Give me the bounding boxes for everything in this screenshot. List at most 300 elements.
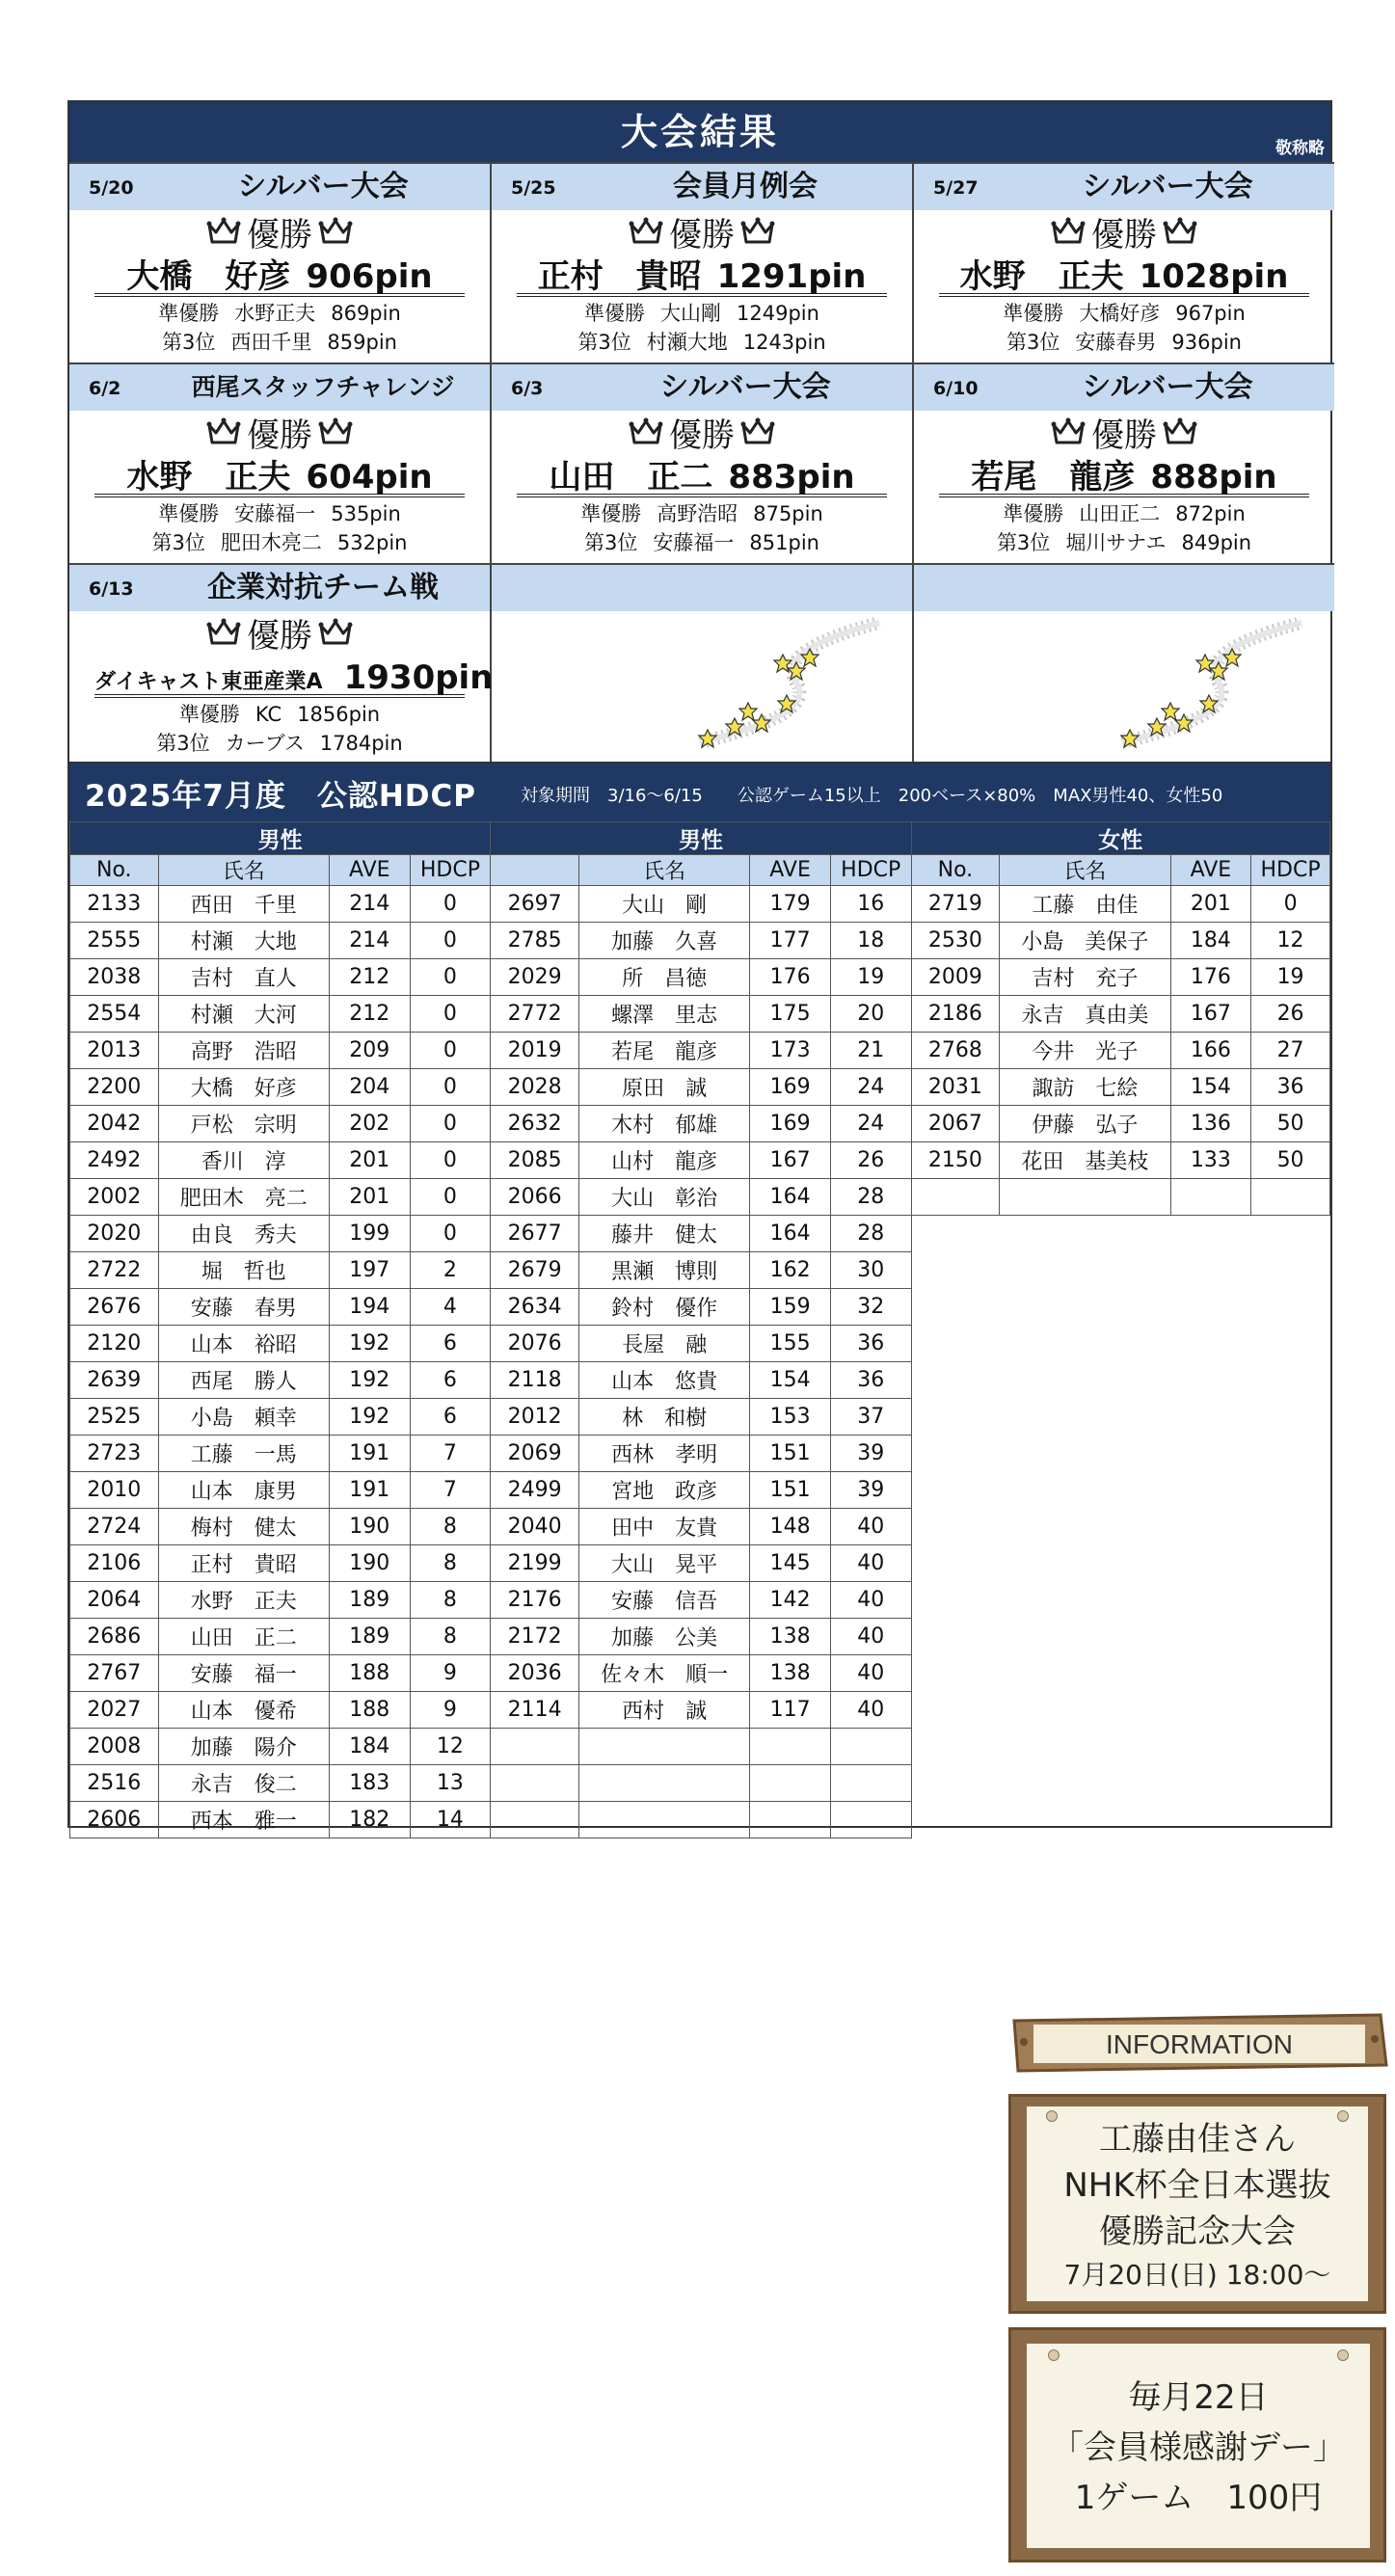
pin-icon (1337, 2349, 1349, 2361)
cell: 192 (330, 1326, 411, 1362)
cell: 199 (330, 1216, 411, 1252)
table-row (70, 959, 1330, 996)
cell: 142 (750, 1582, 831, 1619)
winner-pin: 604pin (306, 458, 433, 496)
cell: 7 (410, 1472, 491, 1509)
cell: 2767 (70, 1655, 159, 1692)
cell: 26 (1251, 996, 1330, 1033)
cell: 2772 (491, 996, 579, 1033)
cell: 戸松 宗明 (158, 1106, 329, 1142)
crown-icon (206, 214, 241, 256)
cell: 伊藤 弘子 (1000, 1106, 1170, 1142)
cell: 0 (1251, 886, 1330, 923)
event-name: シルバー大会 (659, 370, 831, 404)
table-row (70, 886, 1330, 923)
winner-line (939, 256, 1309, 297)
winner-pin: 906pin (306, 257, 433, 296)
cell: 133 (1170, 1142, 1251, 1179)
crown-icon (318, 214, 353, 256)
third-place-label: 第3位 (996, 531, 1051, 554)
cell: 19 (1251, 959, 1330, 996)
runner-up-name: 水野正夫 (234, 302, 316, 325)
cell: 2785 (491, 923, 579, 959)
runner-up-line (69, 700, 490, 729)
cell: 2042 (70, 1106, 159, 1142)
cell: 2064 (70, 1582, 159, 1619)
cell: 2085 (491, 1142, 579, 1179)
cell: 花田 基美枝 (1000, 1142, 1170, 1179)
cell: 2554 (70, 996, 159, 1033)
cell: 8 (410, 1509, 491, 1545)
hdcp-period: 対象期間 3/16～6/15 公認ゲーム15以上 200ベース×80% MAX男性40、女性50 (521, 786, 1223, 806)
runner-up-name: 安藤福一 (234, 502, 316, 525)
empty-cell (750, 1802, 831, 1838)
cell: 2723 (70, 1436, 159, 1472)
empty-cell (750, 1765, 831, 1802)
cell: 151 (750, 1436, 831, 1472)
cell: 36 (1251, 1069, 1330, 1106)
information-sign (1008, 2007, 1390, 2088)
cell: 40 (830, 1509, 911, 1545)
cell: 169 (750, 1069, 831, 1106)
cell: 9 (410, 1655, 491, 1692)
group-header: 男性 (491, 822, 911, 855)
winner-line (94, 657, 494, 698)
column-header: AVE (750, 855, 831, 886)
cell: 2516 (70, 1765, 159, 1802)
event-notice-board (1008, 2094, 1386, 2314)
cell: 166 (1170, 1033, 1251, 1069)
column-header: AVE (1170, 855, 1251, 886)
cell: 184 (1170, 923, 1251, 959)
cell: 加藤 陽介 (158, 1729, 329, 1765)
table-row (70, 1179, 1330, 1216)
third-place-line (69, 528, 490, 557)
win-text: 優勝 (1091, 416, 1157, 455)
cell: 2012 (491, 1399, 579, 1436)
cell: 202 (330, 1106, 411, 1142)
cell: 永吉 真由美 (1000, 996, 1170, 1033)
winner-line (517, 256, 887, 297)
cell: 0 (410, 1216, 491, 1252)
cell: 209 (330, 1033, 411, 1069)
cell: 212 (330, 959, 411, 996)
cell: 201 (330, 1142, 411, 1179)
cell: 162 (750, 1252, 831, 1289)
cell: 2719 (911, 886, 1000, 923)
runner-up-label: 準優勝 (158, 502, 220, 525)
cell: 山本 康男 (158, 1472, 329, 1509)
third-place-label: 第3位 (1006, 331, 1060, 354)
cell: 50 (1251, 1142, 1330, 1179)
third-place-pin: 1784pin (319, 732, 403, 755)
cell: 吉村 充子 (1000, 959, 1170, 996)
event-body (69, 415, 490, 563)
cell: 8 (410, 1582, 491, 1619)
third-place-pin: 936pin (1171, 331, 1242, 354)
cell: 堀 哲也 (158, 1252, 329, 1289)
table-row (70, 1069, 1330, 1106)
win-text: 優勝 (1091, 216, 1157, 255)
cell: 工藤 一馬 (158, 1436, 329, 1472)
pin-icon (1046, 2110, 1058, 2122)
cell: 40 (830, 1619, 911, 1655)
cell: 153 (750, 1399, 831, 1436)
column-header: No. (911, 855, 1000, 886)
cell: 138 (750, 1655, 831, 1692)
cell: 鈴村 優作 (578, 1289, 749, 1326)
cell: 145 (750, 1545, 831, 1582)
third-place-pin: 532pin (336, 531, 408, 554)
empty-cell (911, 1179, 1000, 1216)
runner-up-pin: 967pin (1175, 302, 1246, 325)
cell: 香川 淳 (158, 1142, 329, 1179)
cell: 2639 (70, 1362, 159, 1399)
cell: 2697 (491, 886, 579, 923)
cell: 16 (830, 886, 911, 923)
event-date: 6/10 (933, 378, 979, 399)
cell: 2114 (491, 1692, 579, 1729)
runner-up-line (69, 299, 490, 328)
event-card (914, 362, 1334, 563)
column-header: HDCP (1251, 855, 1330, 886)
event-body (914, 415, 1334, 563)
cell: 木村 郁雄 (578, 1106, 749, 1142)
cell: 2029 (491, 959, 579, 996)
crown-icon (629, 214, 663, 256)
cell: 2010 (70, 1472, 159, 1509)
cell: 2076 (491, 1326, 579, 1362)
runner-up-pin: 535pin (331, 502, 401, 525)
hdcp-title: 2025年7月度 公認HDCP (85, 779, 476, 814)
event-header (69, 565, 490, 611)
cell: 212 (330, 996, 411, 1033)
empty-cell (830, 1729, 911, 1765)
winner-line (517, 457, 887, 497)
third-place-pin: 849pin (1181, 531, 1252, 554)
cell: 151 (750, 1472, 831, 1509)
cell: 村瀬 大河 (158, 996, 329, 1033)
cell: 40 (830, 1582, 911, 1619)
cell: 24 (830, 1069, 911, 1106)
win-text: 優勝 (247, 216, 312, 255)
third-place-line (69, 729, 490, 758)
event-header (914, 364, 1334, 411)
cell: 182 (330, 1802, 411, 1838)
runner-up-line (492, 499, 912, 528)
cell: 177 (750, 923, 831, 959)
winner-pin: 1028pin (1139, 257, 1289, 296)
winner-name: 正村 貴昭 (537, 257, 702, 296)
third-place-line (914, 328, 1334, 357)
crown-icon (318, 615, 353, 657)
runner-up-pin: 869pin (331, 302, 401, 325)
cell: 176 (750, 959, 831, 996)
event-header-empty (914, 565, 1334, 611)
winner-pin: 1291pin (716, 257, 867, 296)
event-card (69, 362, 492, 563)
winner-name: 大橋 好彦 (126, 257, 291, 296)
cell: 2150 (911, 1142, 1000, 1179)
crown-icon (1163, 214, 1197, 256)
cell: 189 (330, 1619, 411, 1655)
cell: 190 (330, 1545, 411, 1582)
cell: 176 (1170, 959, 1251, 996)
cell: 2199 (491, 1545, 579, 1582)
cell: 159 (750, 1289, 831, 1326)
winner-pin: 888pin (1150, 458, 1277, 496)
cell: 吉村 直人 (158, 959, 329, 996)
cell: 諏訪 七絵 (1000, 1069, 1170, 1106)
event-date: 5/27 (933, 177, 979, 199)
cell: 12 (410, 1729, 491, 1765)
cell: 加藤 久喜 (578, 923, 749, 959)
cell: 2040 (491, 1509, 579, 1545)
column-header: HDCP (830, 855, 911, 886)
cell: 西尾 勝人 (158, 1362, 329, 1399)
cell: 0 (410, 886, 491, 923)
event-header (69, 164, 490, 210)
runner-up-line (492, 299, 912, 328)
event-date: 5/20 (89, 177, 134, 199)
cell: 2677 (491, 1216, 579, 1252)
info-cell (911, 1216, 1329, 1838)
cell: 2555 (70, 923, 159, 959)
cell: 2176 (491, 1582, 579, 1619)
winner-name: ダイキャスト東亜産業A (94, 670, 323, 694)
runner-up-pin: 872pin (1175, 502, 1246, 525)
empty-event-card (492, 563, 914, 764)
cell: 佐々木 順一 (578, 1655, 749, 1692)
cell: 214 (330, 923, 411, 959)
empty-cell (750, 1729, 831, 1765)
crown-icon (1163, 415, 1197, 457)
cell: 9 (410, 1692, 491, 1729)
cell: 2634 (491, 1289, 579, 1326)
event-date: 6/3 (511, 378, 544, 399)
event-card (69, 162, 492, 362)
cell: 2632 (491, 1106, 579, 1142)
cell: 2031 (911, 1069, 1000, 1106)
cell: 8 (410, 1619, 491, 1655)
cell: 190 (330, 1509, 411, 1545)
cell: 水野 正夫 (158, 1582, 329, 1619)
cell: 山田 正二 (158, 1619, 329, 1655)
cell: 201 (330, 1179, 411, 1216)
cell: 小島 美保子 (1000, 923, 1170, 959)
notice-date: 7月20日(日) 18:00～ (1063, 2259, 1331, 2291)
event-card (492, 362, 914, 563)
cell: 136 (1170, 1106, 1251, 1142)
cell: 7 (410, 1436, 491, 1472)
cell: 加藤 公美 (578, 1619, 749, 1655)
cell: 26 (830, 1142, 911, 1179)
cell: 大山 彰治 (578, 1179, 749, 1216)
empty-cell (830, 1802, 911, 1838)
cell: 194 (330, 1289, 411, 1326)
cell: 山村 龍彦 (578, 1142, 749, 1179)
winner-name: 若尾 龍彦 (971, 458, 1136, 496)
cell: 肥田木 亮二 (158, 1179, 329, 1216)
cell: 2069 (491, 1436, 579, 1472)
third-place-name: 西田千里 (230, 331, 312, 354)
winner-label (69, 615, 490, 657)
third-place-name: 村瀬大地 (646, 331, 728, 354)
cell: 191 (330, 1472, 411, 1509)
cell: 2106 (70, 1545, 159, 1582)
cell: 2499 (491, 1472, 579, 1509)
event-notice (1027, 2106, 1368, 2301)
table-row (70, 1033, 1330, 1069)
cell: 173 (750, 1033, 831, 1069)
cell: 0 (410, 1033, 491, 1069)
cell: 安藤 信吾 (578, 1582, 749, 1619)
cell: 2724 (70, 1509, 159, 1545)
honorific-note: 敬称略 (1275, 139, 1325, 158)
event-date: 5/25 (511, 177, 556, 199)
runner-up-label: 準優勝 (1003, 502, 1064, 525)
cell: 154 (750, 1362, 831, 1399)
cell: 2133 (70, 886, 159, 923)
cell: 183 (330, 1765, 411, 1802)
cell: 林 和樹 (578, 1399, 749, 1436)
cell: 西林 孝明 (578, 1436, 749, 1472)
winner-name: 山田 正二 (549, 458, 713, 496)
third-place-line (69, 328, 490, 357)
cell: 192 (330, 1362, 411, 1399)
runner-up-pin: 1249pin (737, 302, 819, 325)
runner-up-line (914, 299, 1334, 328)
event-date: 6/13 (89, 578, 134, 600)
third-place-pin: 1243pin (742, 331, 826, 354)
cell: 山本 悠貴 (578, 1362, 749, 1399)
cell: 2172 (491, 1619, 579, 1655)
crown-icon (740, 214, 775, 256)
cell: 大山 晃平 (578, 1545, 749, 1582)
cell: 所 昌徳 (578, 959, 749, 996)
winner-label (69, 214, 490, 256)
winner-label (69, 415, 490, 457)
win-text: 優勝 (247, 416, 312, 455)
cell: 39 (830, 1472, 911, 1509)
runner-up-name: 高野浩昭 (657, 502, 738, 525)
event-header (914, 164, 1334, 210)
cell: 175 (750, 996, 831, 1033)
cell: 0 (410, 1069, 491, 1106)
empty-cell (1170, 1179, 1251, 1216)
runner-up-label: 準優勝 (158, 302, 220, 325)
empty-cell (578, 1802, 749, 1838)
cell: 0 (410, 1142, 491, 1179)
event-name: 会員月例会 (673, 170, 818, 203)
winner-name: 水野 正夫 (126, 458, 291, 496)
stars-decoration (914, 611, 1334, 760)
cell: 36 (830, 1362, 911, 1399)
promo-board (1008, 2327, 1386, 2563)
cell: 167 (1170, 996, 1251, 1033)
runner-up-label: 準優勝 (580, 502, 642, 525)
cell: 188 (330, 1692, 411, 1729)
crown-icon (740, 415, 775, 457)
group-header: 男性 (70, 822, 491, 855)
third-place-line (492, 528, 912, 557)
winner-label (492, 214, 912, 256)
empty-event-card (914, 563, 1334, 764)
cell: 0 (410, 1179, 491, 1216)
third-place-pin: 859pin (327, 331, 397, 354)
cell: 169 (750, 1106, 831, 1142)
cell: 192 (330, 1399, 411, 1436)
cell: 梅村 健太 (158, 1509, 329, 1545)
cell: 164 (750, 1216, 831, 1252)
pin-icon (1337, 2110, 1349, 2122)
empty-cell (830, 1765, 911, 1802)
cell: 40 (830, 1692, 911, 1729)
winner-label (492, 415, 912, 457)
cell: 13 (410, 1765, 491, 1802)
cell: 24 (830, 1106, 911, 1142)
cell: 154 (1170, 1069, 1251, 1106)
winner-pin: 1930pin (343, 658, 494, 697)
stars-decoration (492, 611, 912, 760)
win-text: 優勝 (247, 617, 312, 656)
cell: 148 (750, 1509, 831, 1545)
cell: 8 (410, 1545, 491, 1582)
third-place-pin: 851pin (749, 531, 819, 554)
event-name: シルバー大会 (1082, 370, 1253, 404)
cell: 永吉 俊二 (158, 1765, 329, 1802)
cell: 6 (410, 1326, 491, 1362)
win-text: 優勝 (669, 416, 735, 455)
crown-icon (1051, 214, 1086, 256)
promo-line-1: 毎月22日 (1128, 2378, 1269, 2417)
cell: 28 (830, 1179, 911, 1216)
cell: 2028 (491, 1069, 579, 1106)
results-header (69, 102, 1330, 162)
cell: 2002 (70, 1179, 159, 1216)
cell: 2027 (70, 1692, 159, 1729)
table-row (70, 996, 1330, 1033)
promo-line-2: 「会員様感謝デー」 (1051, 2428, 1346, 2467)
cell: 204 (330, 1069, 411, 1106)
event-date: 6/2 (89, 378, 121, 399)
runner-up-line (914, 499, 1334, 528)
cell: 西村 誠 (578, 1692, 749, 1729)
cell: 6 (410, 1362, 491, 1399)
column-header: AVE (330, 855, 411, 886)
cell: 32 (830, 1289, 911, 1326)
cell: 大橋 好彦 (158, 1069, 329, 1106)
crown-icon (1051, 415, 1086, 457)
info-title: INFORMATION (1106, 2029, 1293, 2059)
cell: 4 (410, 1289, 491, 1326)
winner-line (94, 457, 465, 497)
promo-line-3: 1ゲーム 100円 (1074, 2479, 1323, 2517)
cell: 39 (830, 1436, 911, 1472)
cell: 40 (830, 1655, 911, 1692)
event-body (914, 214, 1334, 362)
cell: 2606 (70, 1802, 159, 1838)
third-place-label: 第3位 (156, 732, 210, 755)
cell: 21 (830, 1033, 911, 1069)
cell: 高野 浩昭 (158, 1033, 329, 1069)
cell: 2020 (70, 1216, 159, 1252)
runner-up-line (69, 499, 490, 528)
runner-up-name: 山田正二 (1079, 502, 1161, 525)
event-body (492, 415, 912, 563)
cell: 37 (830, 1399, 911, 1436)
event-body (69, 214, 490, 362)
